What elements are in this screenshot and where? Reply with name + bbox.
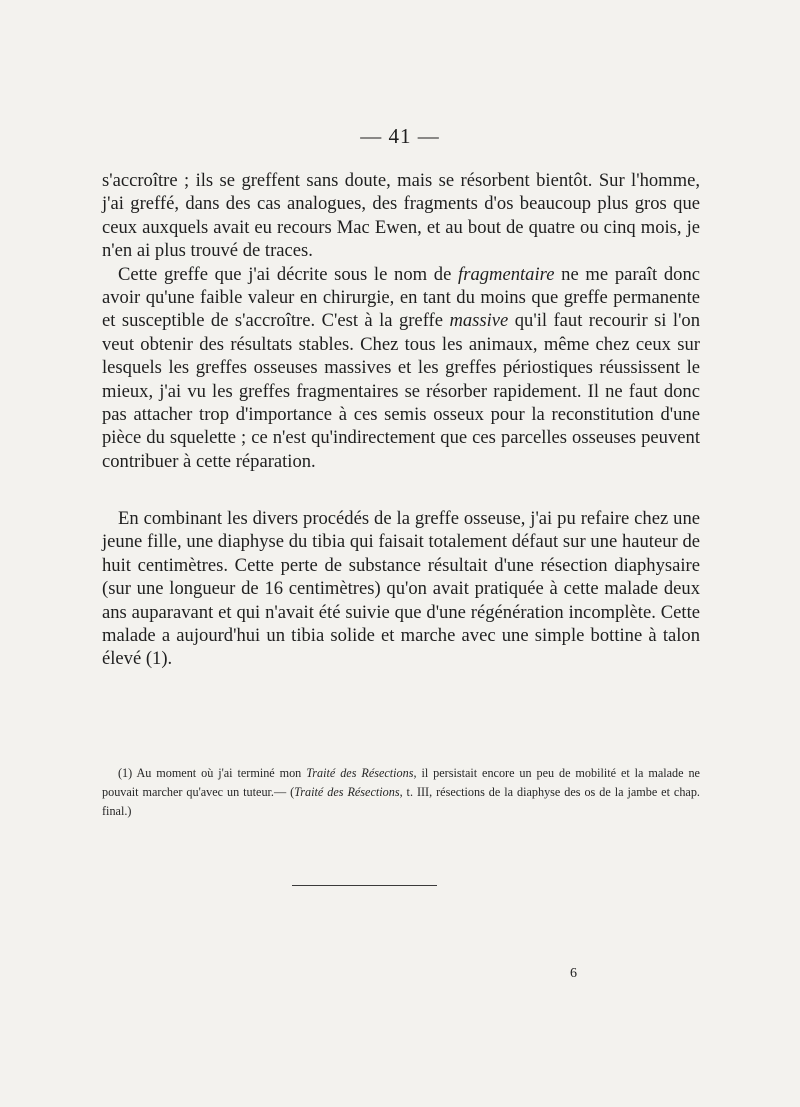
page-number: — 41 —: [360, 124, 440, 148]
footnote-text: , t. III, résections de la diaphyse des os de la jambe et chap. final.): [102, 785, 700, 818]
paragraph-tibia-case: En combinant les divers procédés de la greffe osseuse, j'ai pu refaire chez une jeune fille, une diaphyse du tibia qui faisait totalement défaut sur une hauteur de huit centimètres. Cette perte de substance résultait d'une résection diaphysaire (sur une longueur de 16 centimètres) qu'on avait pratiquée à cette malade deux ans auparavant et qui n'avait été suivie que d'une régénération incomplète. Cette malade a aujourd'hui un tibia solide et marche avec une simple bottine à talon élevé (1).: [102, 508, 700, 670]
paragraph-fragmentaire: [102, 263, 700, 474]
footnote: [102, 764, 700, 821]
paragraph-continuation: s'accroître ; ils se greffent sans doute, mais se résorbent bientôt. Sur l'homme, j'ai greffé, dans des cas analogues, des fragments d'os beaucoup plus gros que ceux auxquels avait eu recours Mac Ewen, et au bout de quatre ou cinq mois, je n'en ai plus trouvé de traces.: [102, 170, 700, 262]
footnote-text: , il persistait encore un peu de mobilité et la malade ne pouvait marcher qu'avec un tuteur.— (: [102, 766, 700, 799]
footnote-italic: Traité des Résections: [306, 766, 414, 780]
body-text-block-1: [102, 169, 700, 473]
footnote-italic: Traité des Résections: [294, 785, 400, 799]
footnote-text: (1) Au moment où j'ai terminé mon: [118, 766, 307, 780]
text-run: Cette greffe que j'ai décrite sous le nom de: [118, 263, 459, 285]
text-run: ne me paraît donc avoir qu'une faible valeur en chirurgie, en tant du moins que greffe permanente et susceptible de s'accroître. C'est à la greffe: [102, 263, 700, 332]
body-text-block-2: [102, 507, 700, 671]
italic-term: massive: [449, 310, 509, 332]
text-run: qu'il faut recourir si l'on veut obtenir des résultats stables. Chez tous les animaux, même chez ceux sur lesquels les greffes osseuses massives et les greffes périostiques réussissent le mieux, j'ai vu les greffes fragmentaires se résorber rapidement. Il ne faut donc pas attacher trop d'importance à ces semis osseux pour la reconstitution d'une pièce du squelette ; ce n'est qu'indirectement que ces parcelles osseuses peuvent contribuer à cette réparation.: [102, 310, 701, 472]
signature-mark: 6: [570, 966, 577, 981]
separator-rule: [292, 885, 437, 886]
italic-term: fragmentaire: [458, 263, 555, 285]
